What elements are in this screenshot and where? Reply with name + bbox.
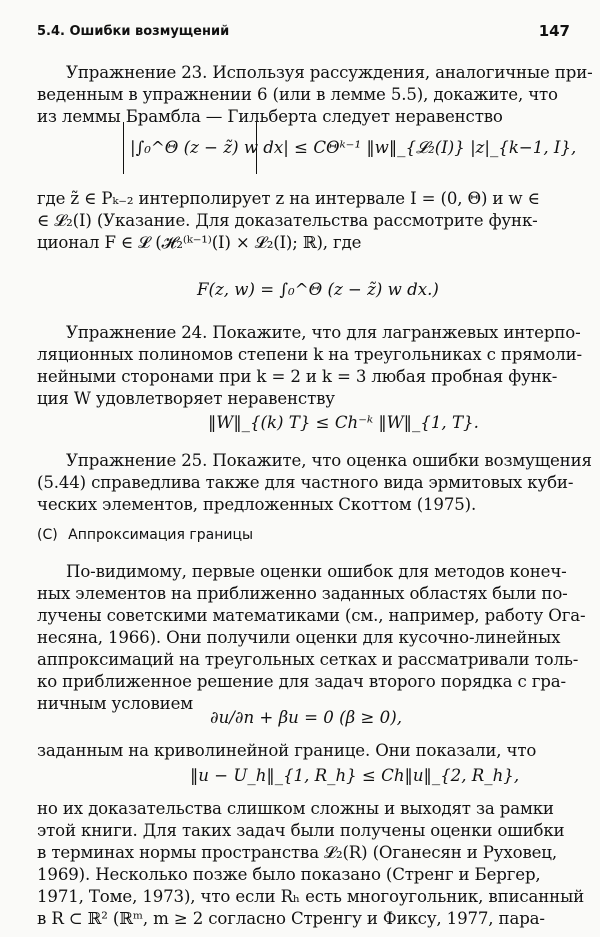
para1-line-7: ничным условием (37, 694, 194, 713)
subsection-label: (С) (37, 527, 58, 543)
ex23-line-3: из леммы Брамбла — Гильберта следует неравенство (37, 107, 503, 126)
ex23-line-1: Упражнение 23. Используя рассуждения, аналогичные при- (66, 63, 593, 82)
para3-line-4: 1969). Несколько позже было показано (Стренг и Бергер, (37, 865, 541, 884)
ex25-line-1: Упражнение 25. Покажите, что оценка ошибки возмущения (66, 451, 592, 470)
running-header (37, 22, 570, 46)
ex23-after-line-3: ционал F ∈ 𝓛 (𝓗₂⁽ᵏ⁻¹⁾(I) × 𝓛₂(I); ℝ), где (37, 233, 362, 252)
formula-ex23-inequality: |∫₀^Θ (z − z̃) w dx| ≤ CΘᵏ⁻¹ ‖w‖_{𝓛₂(I)} |z|_{k−1, I}, (130, 138, 577, 157)
ex23-line-2: веденным в упражнении 6 (или в лемме 5.5), докажите, что (37, 85, 558, 104)
para1-line-2: ных элементов на приближенно заданных областях были по- (37, 584, 568, 603)
ex24-line-3: нейными сторонами при k = 2 и k = 3 любая пробная функ- (37, 367, 558, 386)
ex24-line-1: Упражнение 24. Покажите, что для лагранжевых интерпо- (66, 323, 581, 342)
para3-line-6: в R ⊂ ℝ² (ℝᵐ, m ≥ 2 согласно Стренгу и Фиксу, 1977, пара- (37, 909, 545, 928)
para3-line-3: в терминах нормы пространства 𝓛₂(R) (Оганесян и Руховец, (37, 843, 557, 862)
page-number: 147 (538, 22, 570, 40)
formula-error-estimate: ‖u − U_h‖_{1, R_h} ≤ Ch‖u‖_{2, R_h}, (190, 766, 520, 785)
subsection-heading (37, 527, 253, 543)
ex24-line-2: ляционных полиномов степени k на треугольниках с прямоли- (37, 345, 582, 364)
formula-ex24-inequality: ‖W‖_{(k) T} ≤ Ch⁻ᵏ ‖W‖_{1, T}. (208, 413, 479, 432)
para1-line-3: лучены советскими математиками (см., например, работу Ога- (37, 606, 586, 625)
para1-line-1: По-видимому, первые оценки ошибок для методов конеч- (66, 562, 567, 581)
subsection-title: Аппроксимация границы (68, 527, 254, 543)
ex24-line-4: ция W удовлетворяет неравенству (37, 389, 335, 408)
abs-bar-left (123, 122, 124, 174)
formula-ex23-functional: F(z, w) = ∫₀^Θ (z − z̃) w dx.) (197, 280, 439, 299)
para2-line-1: заданным на криволинейной границе. Они показали, что (37, 741, 537, 760)
para1-line-4: несяна, 1966). Они получили оценки для кусочно-линейных (37, 628, 561, 647)
para3-line-2: этой книги. Для таких задач были получены оценки ошибки (37, 821, 565, 840)
ex25-line-3: ческих элементов, предложенных Скоттом (1975). (37, 495, 477, 514)
para3-line-5: 1971, Томе, 1973), что если Rₕ есть многоугольник, вписанный (37, 887, 585, 906)
formula-boundary-condition: ∂u/∂n + βu = 0 (β ≥ 0), (210, 708, 402, 727)
ex23-after-line-1: где z̃ ∈ Pₖ₋₂ интерполирует z на интервале I = (0, Θ) и w ∈ (37, 189, 540, 208)
ex23-after-line-2: ∈ 𝓛₂(I) (Указание. Для доказательства рассмотрите функ- (37, 211, 538, 230)
para1-line-6: ко приближенное решение для задач второго порядка с гра- (37, 672, 566, 691)
section-title: 5.4. Ошибки возмущений (37, 24, 230, 39)
para3-line-1: но их доказательства слишком сложны и выходят за рамки (37, 799, 554, 818)
ex25-line-2: (5.44) справедлива также для частного вида эрмитовых куби- (37, 473, 574, 492)
para1-line-5: аппроксимаций на треугольных сетках и рассматривали толь- (37, 650, 579, 669)
